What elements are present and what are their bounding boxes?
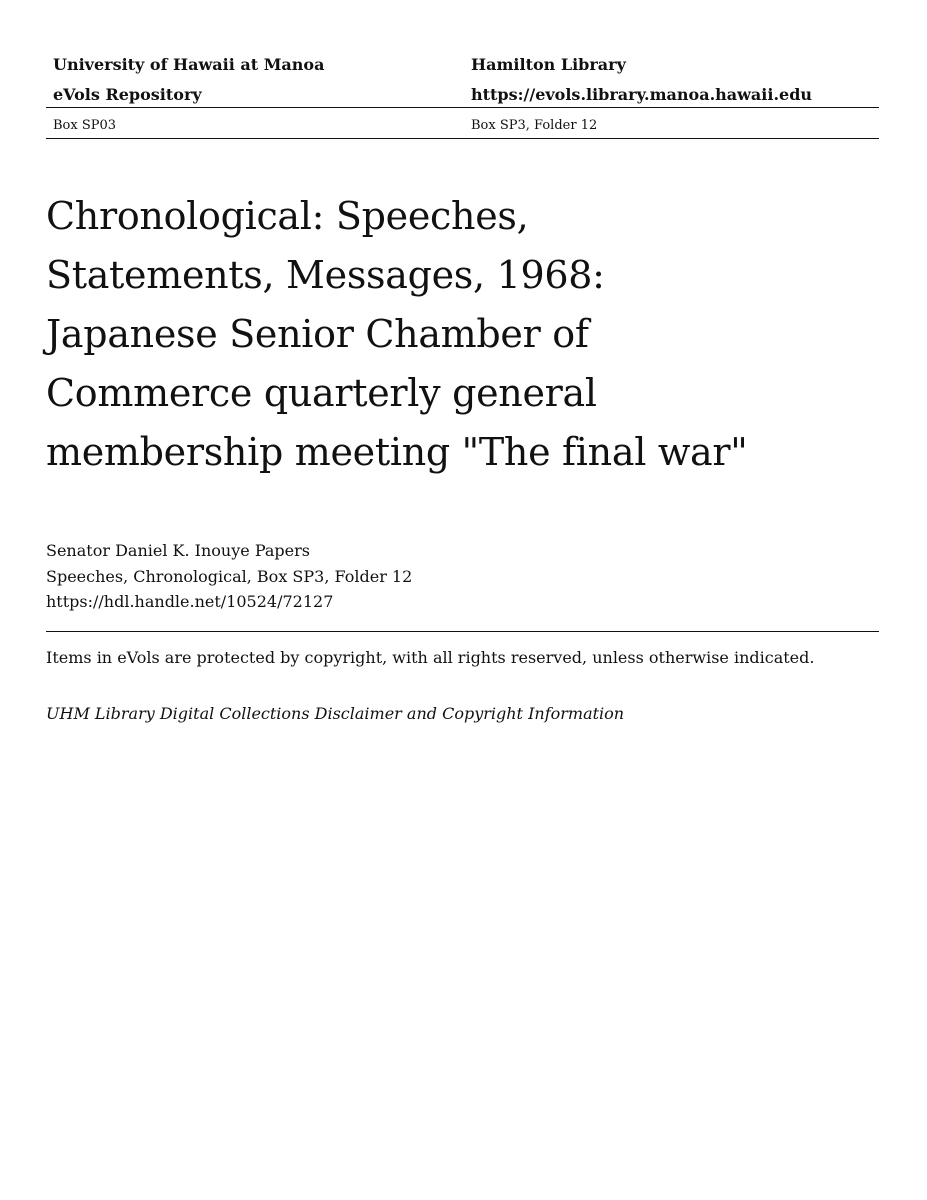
- document-title: Chronological: Speeches, Statements, Messages, 1968: Japanese Senior Chamber of Commerce quarterly general membership meeting "The final war": [46, 194, 748, 474]
- document-metadata: [46, 538, 879, 615]
- handle-link[interactable]: https://hdl.handle.net/10524/72127: [46, 592, 334, 611]
- box-folder-label: Box SP3, Folder 12: [471, 118, 598, 133]
- series-info: Speeches, Chronological, Box SP3, Folder 12: [46, 566, 413, 586]
- box-info-row: [46, 116, 879, 136]
- subheader-divider: [46, 138, 879, 139]
- collection-name: Senator Daniel K. Inouye Papers: [46, 541, 310, 560]
- repository-name: eVols Repository: [53, 85, 202, 104]
- metadata-divider: [46, 631, 879, 632]
- header-divider: [46, 107, 879, 108]
- box-label: Box SP03: [53, 118, 117, 133]
- header-row-1: [46, 52, 879, 82]
- copyright-notice: Items in eVols are protected by copyright, with all rights reserved, unless otherwise indicated.: [46, 648, 815, 667]
- document-header: [46, 52, 879, 112]
- institution-name: University of Hawaii at Manoa: [53, 55, 325, 74]
- disclaimer-link[interactable]: UHM Library Digital Collections Disclaimer and Copyright Information: [46, 704, 625, 723]
- library-name: Hamilton Library: [471, 55, 626, 74]
- repository-url[interactable]: https://evols.library.manoa.hawaii.edu: [471, 85, 813, 104]
